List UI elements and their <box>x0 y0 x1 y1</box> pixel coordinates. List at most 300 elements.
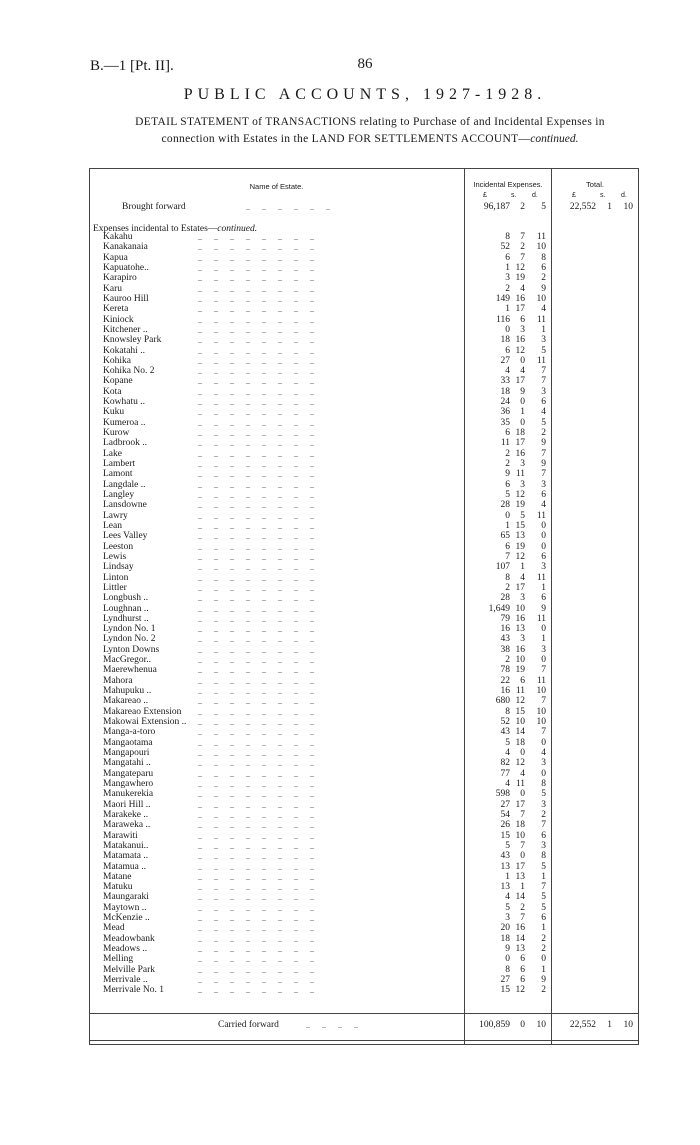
subtitle-continued: continued. <box>530 133 579 145</box>
incidental-shillings: 17 <box>515 861 525 872</box>
estate-name: Lamont <box>103 469 133 480</box>
incidental-shillings: 7 <box>520 840 525 851</box>
carried-forward-label: Carried forward <box>218 1020 279 1030</box>
incidental-shillings: 3 <box>520 593 525 604</box>
leader-dots: .. .. .. .. .. .. .. .. <box>198 645 314 655</box>
incidental-pounds: 4 <box>505 748 510 758</box>
leader-dots: .. .. .. .. .. .. .. .. <box>198 480 314 490</box>
estate-name: Mangawhero <box>103 778 154 789</box>
leader-dots: .. .. .. .. .. .. .. .. <box>198 934 314 944</box>
carried-forward-total-shillings: 1 <box>607 1020 612 1030</box>
incidental-pence: 8 <box>541 778 546 789</box>
estate-name: Mangaotama <box>103 737 153 748</box>
incidental-pence: 11 <box>536 572 546 583</box>
incidental-shillings: 14 <box>515 892 525 903</box>
incidental-pence: 2 <box>541 933 546 944</box>
brought-forward-incidental-shillings: 2 <box>520 202 525 212</box>
estate-name: Kereta <box>103 304 129 315</box>
incidental-pounds: 1 <box>505 304 510 315</box>
brought-forward-label: Brought forward <box>122 202 186 212</box>
incidental-shillings: 15 <box>515 706 525 717</box>
incidental-pence: 8 <box>541 851 546 862</box>
estate-name: Langley <box>103 490 135 500</box>
leader-dots: .. .. .. .. .. .. .. .. <box>198 976 314 986</box>
unit-shillings-total: s. <box>600 192 606 199</box>
leader-dots: .. .. .. .. .. .. .. .. <box>198 852 314 862</box>
incidental-pence: 7 <box>541 820 546 831</box>
incidental-shillings: 0 <box>520 397 525 408</box>
incidental-pounds: 77 <box>500 768 510 779</box>
incidental-shillings: 19 <box>515 500 525 511</box>
estate-name: McKenzie .. <box>103 913 150 924</box>
leader-dots: .. .. .. .. .. .. .. .. <box>198 594 314 604</box>
incidental-pence: 1 <box>541 964 546 975</box>
leader-dots: .. .. .. .. .. .. .. .. <box>198 552 314 562</box>
estate-name: Maraweka .. <box>103 820 151 831</box>
incidental-pounds: 8 <box>505 964 510 975</box>
incidental-pounds: 22 <box>500 675 510 686</box>
incidental-shillings: 2 <box>520 242 525 253</box>
incidental-pounds: 43 <box>500 727 510 738</box>
estate-name: Melville Park <box>103 964 155 975</box>
incidental-shillings: 10 <box>515 717 525 728</box>
leader-dots: .. .. .. .. .. .. .. .. <box>198 263 314 273</box>
incidental-pounds: 6 <box>505 479 510 490</box>
incidental-shillings: 3 <box>520 479 525 490</box>
carried-forward-dots: .. .. .. .. <box>300 1021 358 1030</box>
incidental-shillings: 17 <box>515 582 525 593</box>
incidental-pence: 2 <box>541 985 546 996</box>
incidental-pounds: 65 <box>500 531 510 542</box>
incidental-pounds: 15 <box>500 830 510 841</box>
leader-dots: .. .. .. .. .. .. .. .. <box>198 573 314 583</box>
incidental-pence: 5 <box>541 789 546 800</box>
leader-dots: .. .. .. .. .. .. .. .. <box>198 429 314 439</box>
unit-shillings-incidental: s. <box>511 192 517 199</box>
estate-name: Lyndon No. 1 <box>103 624 156 635</box>
incidental-shillings: 19 <box>515 665 525 676</box>
estate-name: Littler <box>103 582 127 593</box>
incidental-shillings: 10 <box>515 603 525 614</box>
incidental-pence: 11 <box>536 314 546 325</box>
brought-forward-total-pence: 10 <box>623 202 633 212</box>
incidental-pence: 6 <box>541 551 546 562</box>
estate-name: Melling <box>103 954 134 965</box>
incidental-pounds: 38 <box>500 644 510 655</box>
leader-dots: .. .. .. .. .. .. .. .. <box>198 635 314 645</box>
incidental-shillings: 1 <box>520 882 525 893</box>
leader-dots: .. .. .. .. .. .. .. .. <box>198 656 314 666</box>
leader-dots: .. .. .. .. .. .. .. .. <box>198 831 314 841</box>
incidental-pence: 3 <box>541 840 546 851</box>
incidental-shillings: 17 <box>515 438 525 449</box>
estate-name: Kapuatohe.. <box>103 262 149 273</box>
column-divider-incidental <box>464 168 465 1045</box>
incidental-pounds: 33 <box>500 376 510 387</box>
page-number: 86 <box>357 56 373 72</box>
estate-name: Kauroo Hill <box>103 293 149 304</box>
incidental-shillings: 0 <box>520 748 525 758</box>
leader-dots: .. .. .. .. .. .. .. .. <box>198 243 314 253</box>
incidental-pounds: 15 <box>500 985 510 996</box>
estate-name: MacGregor.. <box>103 655 152 666</box>
leader-dots: .. .. .. .. .. .. .. .. <box>198 367 314 377</box>
estate-name: Lake <box>103 448 122 459</box>
incidental-shillings: 3 <box>520 324 525 335</box>
leader-dots: .. .. .. .. .. .. .. .. <box>198 439 314 449</box>
estate-name: Makowai Extension .. <box>103 717 187 728</box>
incidental-pence: 3 <box>541 562 546 573</box>
leader-dots: .. .. .. .. .. .. .. .. <box>198 274 314 284</box>
incidental-shillings: 19 <box>515 273 525 284</box>
incidental-shillings: 7 <box>520 232 525 242</box>
incidental-pounds: 8 <box>505 572 510 583</box>
estate-name: Karu <box>103 283 122 294</box>
estate-name: Manga-a-toro <box>103 727 156 738</box>
incidental-shillings: 6 <box>520 975 525 986</box>
estate-name: Kanakanaia <box>103 242 148 253</box>
incidental-pounds: 18 <box>500 335 510 346</box>
estate-name: Kumeroa .. <box>103 417 146 428</box>
incidental-pounds: 3 <box>505 913 510 924</box>
incidental-shillings: 6 <box>520 954 525 965</box>
leader-dots: .. .. .. .. .. .. .. .. <box>198 315 314 325</box>
incidental-pence: 9 <box>541 603 546 614</box>
incidental-shillings: 7 <box>520 913 525 924</box>
estate-name: Leeston <box>103 541 134 552</box>
document-subtitle <box>90 114 650 148</box>
unit-pounds-incidental: £ <box>483 192 487 199</box>
incidental-shillings: 0 <box>520 355 525 366</box>
leader-dots: .. .. .. .. .. .. .. .. <box>198 790 314 800</box>
estate-name: Matamata .. <box>103 851 149 862</box>
leader-dots: .. .. .. .. .. .. .. .. <box>198 759 314 769</box>
incidental-pounds: 52 <box>500 717 510 728</box>
incidental-pounds: 4 <box>505 892 510 903</box>
incidental-pence: 10 <box>536 242 546 253</box>
incidental-pence: 5 <box>541 861 546 872</box>
incidental-pounds: 36 <box>500 407 510 418</box>
incidental-shillings: 1 <box>520 407 525 418</box>
unit-pounds-total: £ <box>572 192 576 199</box>
leader-dots: .. .. .. .. .. .. .. .. <box>198 625 314 635</box>
incidental-pounds: 680 <box>495 696 510 707</box>
estate-name: Lindsay <box>103 562 134 573</box>
leader-dots: .. .. .. .. .. .. .. .. <box>198 387 314 397</box>
estate-name: Kohika No. 2 <box>103 366 155 377</box>
incidental-pounds: 28 <box>500 500 510 511</box>
incidental-shillings: 18 <box>515 820 525 831</box>
brought-forward-total-shillings: 1 <box>607 202 612 212</box>
incidental-pence: 11 <box>536 232 546 242</box>
incidental-shillings: 13 <box>515 624 525 635</box>
incidental-shillings: 11 <box>515 686 525 697</box>
incidental-pence: 1 <box>541 582 546 593</box>
leader-dots: .. .. .. .. .. .. .. .. <box>198 666 314 676</box>
incidental-pounds: 4 <box>505 366 510 377</box>
incidental-pounds: 24 <box>500 397 510 408</box>
incidental-pounds: 5 <box>505 737 510 748</box>
incidental-shillings: 12 <box>515 551 525 562</box>
incidental-pence: 1 <box>541 634 546 645</box>
incidental-shillings: 4 <box>520 283 525 294</box>
incidental-pounds: 4 <box>505 778 510 789</box>
incidental-pence: 4 <box>541 304 546 315</box>
estate-name: Kuku <box>103 407 125 418</box>
incidental-pounds: 2 <box>505 283 510 294</box>
incidental-shillings: 11 <box>515 469 525 480</box>
incidental-pence: 10 <box>536 717 546 728</box>
incidental-shillings: 12 <box>515 696 525 707</box>
leader-dots: .. .. .. .. .. .. .. .. <box>198 779 314 789</box>
leader-dots: .. .. .. .. .. .. .. .. <box>198 945 314 955</box>
incidental-pounds: 149 <box>495 293 510 304</box>
estate-name: Langdale .. <box>103 479 146 490</box>
unit-pence-incidental: d. <box>532 192 538 199</box>
incidental-shillings: 11 <box>515 778 525 789</box>
leader-dots: .. .. .. .. .. .. .. .. <box>198 284 314 294</box>
estate-name: Marawiti <box>103 830 138 841</box>
leader-dots: .. .. .. .. .. .. .. .. <box>198 491 314 500</box>
leader-dots: .. .. .. .. .. .. .. .. <box>198 914 314 924</box>
carried-forward-total-pounds: 22,552 <box>569 1020 596 1030</box>
incidental-shillings: 5 <box>520 510 525 521</box>
incidental-pounds: 11 <box>500 438 510 449</box>
incidental-pence: 3 <box>541 335 546 346</box>
estate-name: Loughnan .. <box>103 603 149 614</box>
leader-dots: .. .. .. .. .. .. .. .. <box>198 676 314 686</box>
incidental-pence: 0 <box>541 954 546 965</box>
incidental-shillings: 12 <box>515 985 525 996</box>
estate-name: Lambert <box>103 459 136 470</box>
incidental-pounds: 43 <box>500 634 510 645</box>
leader-dots: .. .. .. .. .. .. .. .. <box>198 377 314 387</box>
brought-forward-incidental-pounds: 96,187 <box>483 202 510 212</box>
incidental-pounds: 82 <box>500 758 510 769</box>
leader-dots: .. .. .. .. .. .. .. .. <box>198 687 314 697</box>
leader-dots: .. .. .. .. .. .. .. .. <box>198 955 314 965</box>
estate-name: Mahupuku .. <box>103 686 152 697</box>
brought-forward-total-pounds: 22,552 <box>569 202 596 212</box>
estate-name: Matane <box>103 871 132 882</box>
incidental-pence: 7 <box>541 882 546 893</box>
incidental-pence: 10 <box>536 706 546 717</box>
estate-name: Kowhatu .. <box>103 397 145 408</box>
incidental-pence: 5 <box>541 892 546 903</box>
incidental-pence: 6 <box>541 262 546 273</box>
incidental-pounds: 16 <box>500 686 510 697</box>
estate-name: Merrivale .. <box>103 975 148 986</box>
incidental-pounds: 1,649 <box>488 603 510 614</box>
estate-name: Lynton Downs <box>103 644 160 655</box>
incidental-shillings: 16 <box>515 335 525 346</box>
leader-dots: .. .. .. .. .. .. .. .. <box>198 521 314 531</box>
incidental-pounds: 16 <box>500 624 510 635</box>
incidental-pence: 1 <box>541 871 546 882</box>
estate-name: Meadows .. <box>103 944 148 955</box>
incidental-pence: 9 <box>541 283 546 294</box>
incidental-pounds: 2 <box>505 582 510 593</box>
incidental-pence: 1 <box>541 324 546 335</box>
leader-dots: .. .. .. .. .. .. .. .. <box>198 449 314 459</box>
column-header-name: Name of Estate. <box>249 182 304 191</box>
leader-dots: .. .. .. .. .. .. .. .. <box>198 862 314 872</box>
column-divider-total <box>551 168 552 1045</box>
incidental-pounds: 20 <box>500 923 510 934</box>
incidental-pounds: 52 <box>500 242 510 253</box>
column-header-incidental: Incidental Expenses. <box>473 180 543 189</box>
leader-dots: .. .. .. .. .. .. .. .. <box>198 532 314 542</box>
leader-dots: .. .. .. .. .. .. .. .. <box>198 233 314 242</box>
incidental-shillings: 13 <box>515 871 525 882</box>
incidental-pounds: 28 <box>500 593 510 604</box>
incidental-pounds: 1 <box>505 520 510 531</box>
incidental-pence: 2 <box>541 273 546 284</box>
estate-name: Kapua <box>103 252 128 263</box>
incidental-shillings: 18 <box>515 737 525 748</box>
incidental-pence: 11 <box>536 355 546 366</box>
incidental-pence: 6 <box>541 397 546 408</box>
incidental-pounds: 9 <box>505 944 510 955</box>
estate-name: Kiniock <box>103 314 134 325</box>
estate-name: Kohika <box>103 355 131 366</box>
estate-name: Kota <box>103 386 122 397</box>
incidental-shillings: 12 <box>515 262 525 273</box>
estate-name: Mahora <box>103 675 133 686</box>
estate-name: Matamua .. <box>103 861 147 872</box>
estate-name: Karapiro <box>103 273 137 284</box>
leader-dots: .. .. .. .. .. .. .. .. <box>198 408 314 418</box>
leader-dots: .. .. .. .. .. .. .. .. <box>198 986 314 996</box>
leader-dots: .. .. .. .. .. .. .. .. <box>198 738 314 748</box>
incidental-pence: 0 <box>541 624 546 635</box>
incidental-pounds: 18 <box>500 386 510 397</box>
estate-name: Kokatahi .. <box>103 345 145 356</box>
leader-dots: .. .. .. .. .. .. .. .. <box>198 697 314 707</box>
page-reference: B.—1 [Pt. II]. <box>90 58 174 74</box>
leader-dots: .. .. .. .. .. .. .. .. <box>198 883 314 893</box>
estate-name: Ladbrook .. <box>103 438 148 449</box>
incidental-shillings: 14 <box>515 727 525 738</box>
incidental-pounds: 9 <box>505 469 510 480</box>
incidental-pence: 3 <box>541 758 546 769</box>
subtitle-line-1: DETAIL STATEMENT of TRANSACTIONS relating to Purchase of and Incidental Expenses in <box>135 116 605 128</box>
incidental-pence: 6 <box>541 490 546 500</box>
incidental-shillings: 6 <box>520 314 525 325</box>
incidental-pence: 7 <box>541 696 546 707</box>
estate-name: Mangatahi .. <box>103 758 151 769</box>
incidental-pounds: 6 <box>505 345 510 356</box>
incidental-pounds: 54 <box>500 809 510 820</box>
incidental-pence: 4 <box>541 407 546 418</box>
incidental-shillings: 15 <box>515 520 525 531</box>
estate-name: Lyndon No. 2 <box>103 634 156 645</box>
estate-name: Lewis <box>103 551 127 562</box>
incidental-pounds: 598 <box>495 789 510 800</box>
incidental-shillings: 10 <box>515 655 525 666</box>
incidental-shillings: 12 <box>515 345 525 356</box>
incidental-pounds: 5 <box>505 902 510 913</box>
carried-rule-top <box>89 1013 639 1014</box>
estate-name: Makareao Extension <box>103 706 182 717</box>
incidental-shillings: 4 <box>520 572 525 583</box>
incidental-pounds: 13 <box>500 861 510 872</box>
incidental-pounds: 116 <box>496 314 510 325</box>
incidental-shillings: 14 <box>515 933 525 944</box>
brought-forward-incidental-pence: 5 <box>541 202 546 212</box>
incidental-pounds: 0 <box>505 954 510 965</box>
incidental-pounds: 0 <box>505 510 510 521</box>
incidental-shillings: 12 <box>515 490 525 500</box>
incidental-pounds: 27 <box>500 975 510 986</box>
incidental-pounds: 27 <box>500 355 510 366</box>
incidental-pence: 9 <box>541 975 546 986</box>
leader-dots: .. .. .. .. .. .. .. .. <box>198 356 314 366</box>
incidental-pence: 3 <box>541 386 546 397</box>
carried-forward-total-pence: 10 <box>623 1020 633 1030</box>
incidental-pence: 10 <box>536 686 546 697</box>
incidental-shillings: 3 <box>520 459 525 470</box>
incidental-shillings: 16 <box>515 448 525 459</box>
incidental-shillings: 12 <box>515 758 525 769</box>
incidental-pounds: 107 <box>495 562 510 573</box>
incidental-pence: 11 <box>536 675 546 686</box>
leader-dots: .. .. .. .. .. .. .. .. <box>198 893 314 903</box>
incidental-shillings: 3 <box>520 634 525 645</box>
leader-dots: .. .. .. .. .. .. .. .. <box>198 336 314 346</box>
incidental-shillings: 17 <box>515 376 525 387</box>
incidental-pence: 2 <box>541 944 546 955</box>
estate-name: Kakahu <box>103 232 133 242</box>
incidental-pence: 6 <box>541 913 546 924</box>
incidental-pence: 6 <box>541 593 546 604</box>
incidental-pounds: 13 <box>500 882 510 893</box>
leader-dots: .. .. .. .. .. .. .. .. <box>198 511 314 521</box>
incidental-shillings: 16 <box>515 923 525 934</box>
leader-dots: .. .. .. .. .. .. .. .. <box>198 821 314 831</box>
incidental-pence: 2 <box>541 809 546 820</box>
estate-name: Marakeke .. <box>103 809 149 820</box>
incidental-pence: 10 <box>536 293 546 304</box>
leader-dots: .. .. .. .. .. .. .. .. <box>198 614 314 624</box>
incidental-pence: 1 <box>541 923 546 934</box>
estate-name: Manukerekia <box>103 789 154 800</box>
incidental-shillings: 19 <box>515 541 525 552</box>
incidental-pounds: 1 <box>505 262 510 273</box>
incidental-shillings: 16 <box>515 644 525 655</box>
estate-name: Lyndhurst .. <box>103 613 149 624</box>
incidental-pence: 11 <box>536 510 546 521</box>
incidental-pence: 0 <box>541 520 546 531</box>
leader-dots: .. .. .. .. .. .. .. .. <box>198 418 314 428</box>
estate-name: Maytown .. <box>103 902 147 913</box>
estate-name: Maerewhenua <box>103 665 157 676</box>
incidental-shillings: 0 <box>520 417 525 428</box>
document-title: PUBLIC ACCOUNTS, 1927-1928. <box>183 86 547 103</box>
leader-dots: .. .. .. .. .. .. .. .. <box>198 728 314 738</box>
leader-dots: .. .. .. .. .. .. .. .. <box>198 718 314 728</box>
estate-name: Lean <box>103 520 122 531</box>
estate-name: Longbush .. <box>103 593 149 604</box>
estate-name: Merrivale No. 1 <box>103 985 164 996</box>
incidental-pounds: 7 <box>505 551 510 562</box>
incidental-pounds: 0 <box>505 324 510 335</box>
leader-dots: .. .. .. .. .. .. .. .. <box>198 800 314 810</box>
leader-dots: .. .. .. .. .. .. .. .. <box>198 294 314 304</box>
incidental-pence: 5 <box>541 902 546 913</box>
estate-name: Lansdowne <box>103 500 147 511</box>
incidental-pounds: 26 <box>500 820 510 831</box>
